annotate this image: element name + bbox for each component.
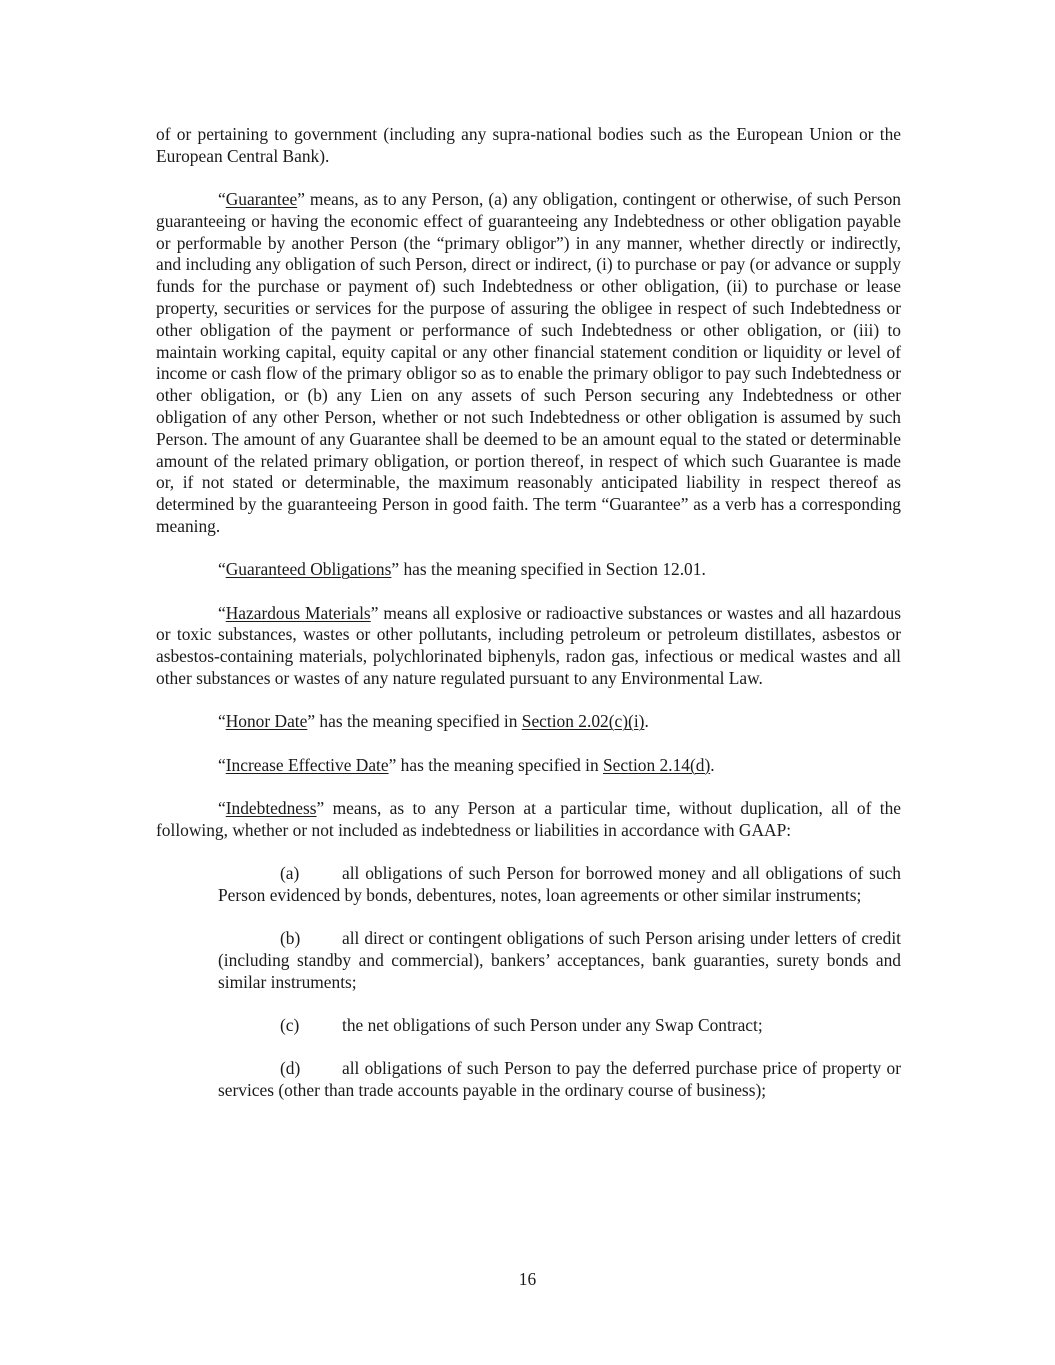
open-quote: “ <box>218 797 226 818</box>
open-quote: “ <box>218 189 226 210</box>
definition-increase-effective-date <box>156 755 901 777</box>
open-quote: “ <box>218 559 226 580</box>
defined-term-guarantee: Guarantee <box>225 189 298 210</box>
definition-honor-date <box>156 711 901 733</box>
list-item-d <box>218 1058 901 1102</box>
definition-body: ” means all explosive or radioactive substances or wastes and all hazardous or toxic substances, wastes or other pollutants, including petroleum or petroleum distillates, asbestos or asbestos-containing materials, polychlorinated biphenyls, radon gas, infectious or medical wastes and all other substances or wastes of any nature regulated pursuant to any Environmental Law. <box>156 602 902 689</box>
definition-body: ” means, as to any Person at a particular time, without duplication, all of the following, whether or not included as indebtedness or liabilities in accordance with GAAP: <box>156 797 901 840</box>
definition-body: ” has the meaning specified in Section 12.01. <box>391 559 706 580</box>
list-item-label: (a) <box>280 863 300 884</box>
definition-guarantee <box>156 189 901 538</box>
definition-body: ” has the meaning specified in <box>307 711 522 732</box>
list-item-c <box>218 1015 901 1037</box>
defined-term-hazardous-materials: Hazardous Materials <box>225 602 371 623</box>
defined-term-honor-date: Honor Date <box>225 711 308 732</box>
document-page <box>156 124 901 1123</box>
list-item-text: the net obligations of such Person under any Swap Contract; <box>342 1015 763 1035</box>
defined-term-guaranteed-obligations: Guaranteed Obligations <box>225 559 392 580</box>
intro-paragraph: of or pertaining to government (including any supra-national bodies such as the European Union or the European Central Bank). <box>156 124 901 166</box>
list-item-text: all direct or contingent obligations of such Person arising under letters of credit (including standby and commercial), bankers’ acceptances, bank guaranties, surety bonds and similar instruments; <box>218 928 901 992</box>
definition-end: . <box>644 711 649 732</box>
definition-indebtedness <box>156 798 901 842</box>
definition-guaranteed-obligations <box>156 559 901 581</box>
definition-hazardous-materials <box>156 603 901 690</box>
list-item-a <box>218 863 901 907</box>
definition-body: ” means, as to any Person, (a) any obligation, contingent or otherwise, of such Person guaranteeing or having the economic effect of guaranteeing any Indebtedness or other obligation payable or performable by another Person (the “primary obligor”) in any manner, whether directly or indirectly, and including any obligation of such Person, direct or indirect, (i) to purchase or pay (or advance or supply funds for the purchase or payment of) such Indebtedness or other obligation, (ii) to purchase or lease property, securities or services for the purpose of assuring the obligee in respect of such Indebtedness or other obligation of the payment or performance of such Indebtedness or other obligation, or (iii) to maintain working capital, equity capital or any other financial statement condition or liquidity or level of income or cash flow of the primary obligor so as to enable the primary obligor to pay such Indebtedness or other obligation, or (b) any Lien on any assets of such Person securing any Indebtedness or other obligation of any other Person, whether or not such Indebtedness or other obligation is assumed by such Person. The amount of any Guarantee shall be deemed to be an amount equal to the stated or determinable amount of the related primary obligation, or portion thereof, in respect of which such Guarantee is made or, if not stated or determinable, the maximum reasonably anticipated liability in respect thereof as determined by the guaranteeing Person in good faith. The term “Guarantee” as a verb has a corresponding meaning. <box>156 189 901 537</box>
section-reference: Section 2.02(c)(i) <box>521 711 645 732</box>
defined-term-increase-effective-date: Increase Effective Date <box>225 754 389 775</box>
list-item-b <box>218 928 901 993</box>
list-item-label: (c) <box>280 1015 300 1035</box>
open-quote: “ <box>218 754 226 775</box>
list-item-text: all obligations of such Person for borrowed money and all obligations of such Person evidenced by bonds, debentures, notes, loan agreements or other similar instruments; <box>218 863 901 905</box>
list-item-text: all obligations of such Person to pay the deferred purchase price of property or services (other than trade accounts payable in the ordinary course of business); <box>218 1058 901 1101</box>
open-quote: “ <box>218 711 226 732</box>
list-item-label: (b) <box>280 928 301 949</box>
section-reference: Section 2.14(d) <box>603 754 711 775</box>
defined-term-indebtedness: Indebtedness <box>225 797 317 818</box>
definition-body: ” has the meaning specified in <box>388 754 604 775</box>
page-number: 16 <box>518 1269 537 1289</box>
definition-end: . <box>710 754 715 775</box>
open-quote: “ <box>218 602 226 623</box>
list-item-label: (d) <box>280 1058 301 1079</box>
